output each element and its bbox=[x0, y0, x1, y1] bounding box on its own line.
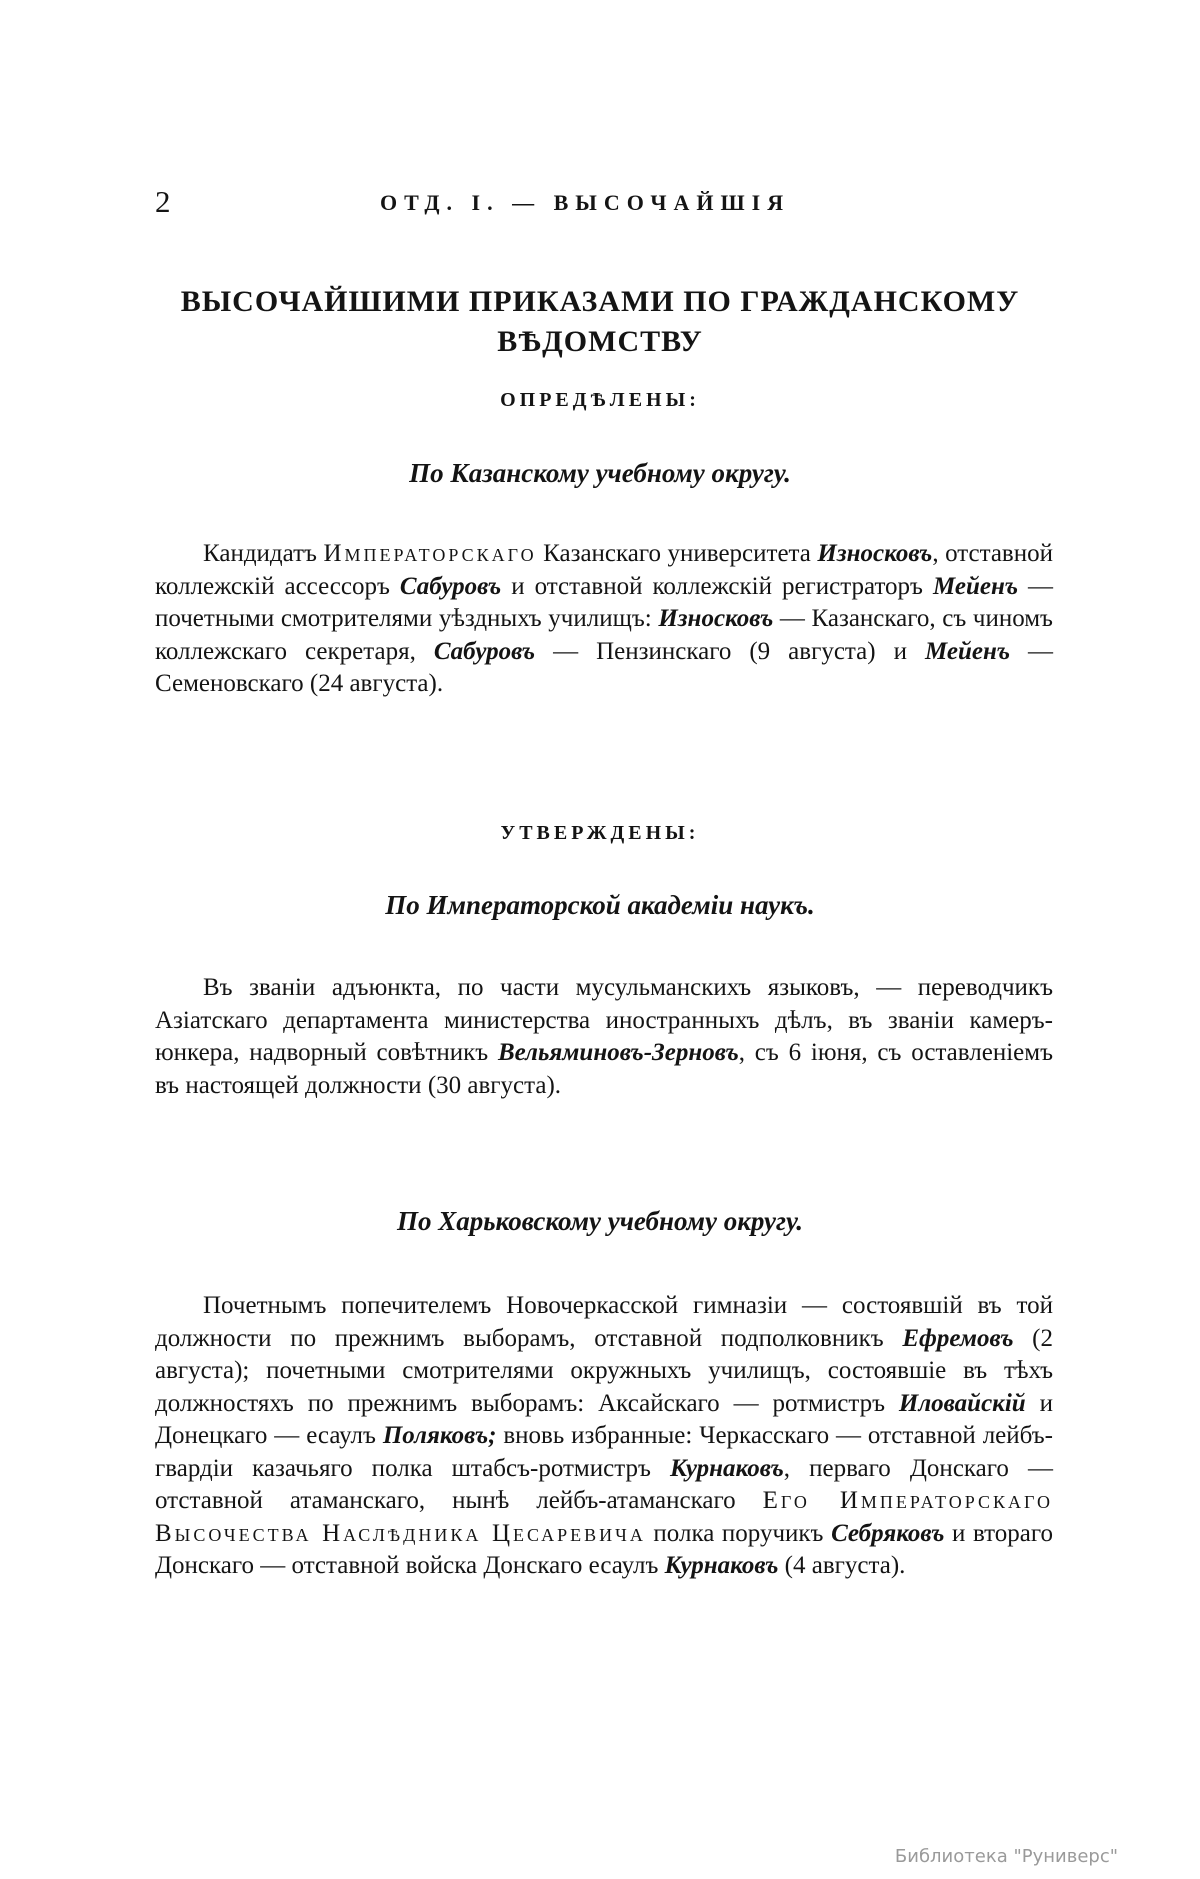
label-appointed: ОПРЕДѢЛЕНЫ: bbox=[500, 389, 700, 411]
paragraph-kharkov bbox=[155, 1290, 1053, 1583]
main-title-line-2: ВѢДОМСТВУ bbox=[497, 325, 703, 358]
person-name: Ефремовъ bbox=[902, 1324, 1014, 1352]
page-number: 2 bbox=[155, 184, 171, 219]
person-name: Мейенъ bbox=[932, 572, 1018, 600]
text-run: Почетнымъ попечителемъ Новочеркасской гимназіи — состоявшій въ той должности по прежнимъ выборамъ, отставной подполковникъ bbox=[155, 1292, 1053, 1352]
paragraph-kazan bbox=[155, 538, 1053, 701]
text-run: , перваго Донскаго — отставной атаманскаго, нынѣ лейбъ-атаманскаго bbox=[155, 1454, 1054, 1514]
paragraph-academy bbox=[155, 972, 1053, 1102]
text-run: — Пензинскаго (9 августа) и bbox=[535, 637, 925, 665]
person-name: Курнаковъ bbox=[669, 1454, 784, 1482]
library-watermark: Библиотека "Руниверс" bbox=[894, 1846, 1118, 1867]
text-run: — Семеновскаго (24 августа). bbox=[155, 637, 1053, 697]
page-header bbox=[155, 184, 1055, 224]
text-run: и отставной коллежскій регистраторъ bbox=[501, 572, 933, 600]
person-name: Себряковъ bbox=[831, 1519, 945, 1547]
person-name: Износковъ bbox=[817, 540, 933, 567]
text-run: вновь избранные: Черкасскаго — отставной лейбъ-гвардіи казачьяго полка штабсъ-ротмистръ bbox=[155, 1422, 1053, 1482]
text-run: Кандидатъ bbox=[203, 540, 324, 567]
text-run: , отставной коллежскій ассессоръ bbox=[155, 540, 1053, 600]
smallcaps-run: Его Императорскаго Высочества Наслѣдника Цесаревича bbox=[155, 1487, 1053, 1547]
text-run: полка поручикъ bbox=[645, 1519, 832, 1547]
text-run: и Донецкаго — есаулъ bbox=[155, 1389, 1053, 1449]
text-run: , съ 6 іюня, съ оставленіемъ въ настоящей должности (30 августа). bbox=[155, 1039, 1053, 1099]
text-run: (4 августа). bbox=[778, 1552, 906, 1579]
running-head: ОТД. I. — ВЫСОЧАЙШІЯ bbox=[380, 190, 791, 215]
person-name: Сабуровъ bbox=[433, 637, 536, 665]
text-run: — почетными смотрителями уѣздныхъ училищъ: bbox=[155, 572, 1053, 632]
text-run: — Казанскаго, съ чиномъ коллежскаго секретаря, bbox=[155, 605, 1053, 665]
main-title bbox=[150, 282, 1050, 362]
text-run: Казанскаго университета bbox=[536, 540, 818, 567]
person-name: Курнаковъ bbox=[664, 1552, 779, 1579]
person-name: Иловайскій bbox=[898, 1389, 1026, 1417]
subheading-kharkov: По Харьковскому учебному округу. bbox=[396, 1206, 804, 1236]
person-name: Сабуровъ bbox=[399, 572, 502, 600]
subheading-academy: По Императорской академіи наукъ. bbox=[385, 890, 815, 920]
smallcaps-run: Императорскаго bbox=[323, 540, 537, 567]
text-run: и втораго Донскаго — отставной войска Донскаго есаулъ bbox=[155, 1519, 1053, 1579]
label-approved: УТВЕРЖДЕНЫ: bbox=[500, 822, 700, 844]
person-name: Вельяминовъ-Зерновъ bbox=[498, 1039, 739, 1066]
text-run: (2 августа); почетными смотрителями окружныхъ училищъ, состоявшіе въ тѣхъ должностяхъ по прежнимъ выборамъ: Аксайскаго — ротмистръ bbox=[155, 1324, 1053, 1417]
main-title-line-1: ВЫСОЧАЙШИМИ ПРИКАЗАМИ ПО ГРАЖДАНСКОМУ bbox=[180, 285, 1020, 318]
person-name: Мейенъ bbox=[924, 637, 1010, 665]
subheading-kazan: По Казанскому учебному округу. bbox=[409, 458, 791, 488]
person-name: Износковъ bbox=[658, 605, 774, 632]
person-name: Поляковъ; bbox=[382, 1422, 497, 1449]
text-run: Въ званіи адъюнкта, по части мусульманскихъ языковъ, — переводчикъ Азіатскаго департамента министерства иностранныхъ дѣлъ, въ званіи камеръ-юнкера, надворный совѣтникъ bbox=[155, 974, 1053, 1066]
